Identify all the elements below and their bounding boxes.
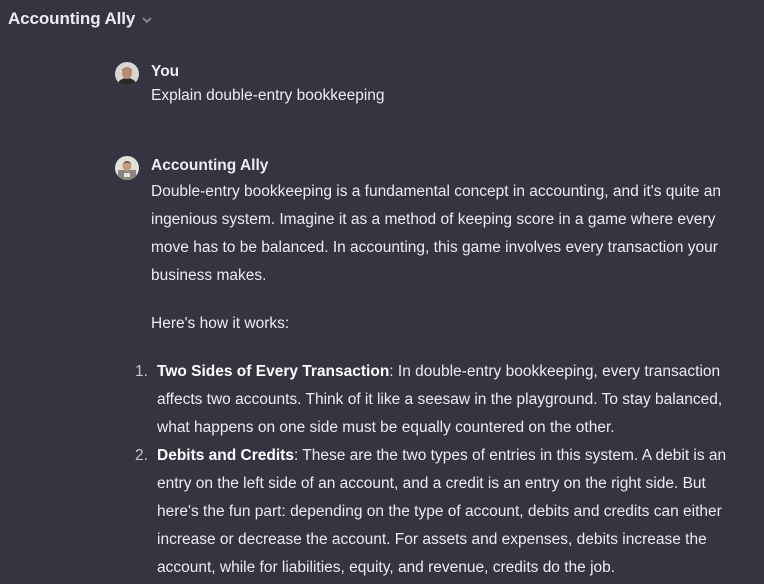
list-item-text: : In double-entry bookkeeping, every transaction affects two accounts. Think of it like a seesaw in the playground. To stay balanced, what happens on one side must be equally countered on the other. xyxy=(157,363,723,436)
gpt-selector[interactable] xyxy=(8,0,153,38)
message-author: You xyxy=(151,63,180,80)
list-number: 2. xyxy=(135,447,148,464)
assistant-response xyxy=(135,178,751,582)
chevron-down-icon xyxy=(141,14,153,26)
header-title: Accounting Ally xyxy=(8,9,136,28)
list-number: 1. xyxy=(135,363,148,380)
list-item xyxy=(135,358,751,442)
user-message xyxy=(115,60,746,108)
response-paragraph: Double-entry bookkeeping is a fundamental concept in accounting, and it's quite an ingenious system. Imagine it as a method of keeping score in a game where every move has to be balanced. In accounting, this game involves every transaction your business makes. xyxy=(151,183,721,284)
user-avatar xyxy=(115,62,139,86)
list-item-text: : These are the two types of entries in this system. A debit is an entry on the left side of an account, and a credit is an entry on the right side. But here's the fun part: depending on the type of account, debits and credits can either increase or decrease the account. For assets and expenses, debits increase the account, while for liabilities, equity, and revenue, credits do the job. xyxy=(157,447,727,576)
response-list xyxy=(135,358,751,582)
list-item-title: Debits and Credits xyxy=(157,447,294,464)
message-text: Explain double-entry bookkeeping xyxy=(151,87,385,104)
list-item-title: Two Sides of Every Transaction xyxy=(157,363,390,380)
gpt-avatar xyxy=(115,156,139,180)
response-paragraph: Here's how it works: xyxy=(151,315,290,332)
list-item xyxy=(135,442,751,582)
assistant-message xyxy=(115,154,746,582)
message-author: Accounting Ally xyxy=(151,157,269,174)
